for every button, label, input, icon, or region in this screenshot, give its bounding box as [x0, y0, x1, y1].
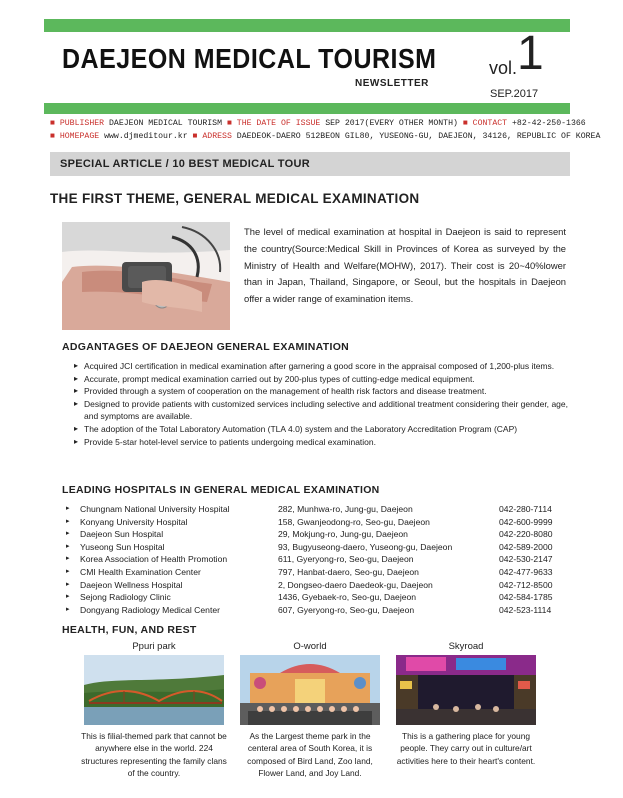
bullet-icon: ▸ — [66, 555, 70, 563]
newsletter-title: DAEJEON MEDICAL TOURISM — [62, 44, 437, 75]
advantages-heading: ADGANTAGES OF DAEJEON GENERAL EXAMINATION — [62, 341, 350, 353]
address-label: ADRESS — [202, 132, 232, 141]
contact-value: +82-42-250-1366 — [512, 119, 586, 128]
hospitals-table — [66, 504, 566, 617]
table-row: ▸ Yuseong Sun Hospital 93, Bugyuseong-daero, Yuseong-gu, Daejeon 042-589-2000 — [66, 541, 553, 552]
top-green-bar — [44, 19, 570, 32]
bullet-icon: ▸ — [66, 580, 70, 588]
advantages-list — [74, 360, 568, 448]
table-row: ▸ Chungnam National University Hospital 282, Munhwa-ro, Jung-gu, Daejeon 042-280-7114 — [66, 504, 552, 514]
place-title-o-world: O-world — [293, 641, 327, 652]
intro-paragraph: The level of medical examination at hospital in Daejeon is said to represent the country(Source:Medical Skill in Provinces of Korea as surveyed by the Ministry of Health and Welfare(MOHW), 2017). Their cost is 20~40%lower than in Japan, Thailand, Singapore, or Seoul, but the hospitals in Daejeon offer a wider range of examination items. — [244, 226, 566, 305]
place-title-skyroad: Skyroad — [448, 641, 484, 652]
skyroad-photo — [396, 655, 536, 725]
table-row: ▸ Korea Association of Health Promotion 611, Gyeryong-ro, Seo-gu, Daejeon 042-530-2147 — [66, 554, 553, 565]
table-row: ▸ CMI Health Examination Center 797, Hanbat-daero, Seo-gu, Daejeon 042-477-9633 — [66, 566, 553, 577]
place-title-ppuri-park: Ppuri park — [132, 641, 176, 652]
issue-date-label: THE DATE OF ISSUE — [236, 119, 321, 128]
publication-info-line-1: ■ PUBLISHER DAEJEON MEDICAL TOURISM ■ THE DATE OF ISSUE SEP 2017(EVERY OTHER MONTH) ■ CONTACT +82-42-250-1366 — [50, 119, 586, 128]
publisher-value: DAEJEON MEDICAL TOURISM — [109, 119, 223, 128]
table-row: ▸ Daejeon Wellness Hospital 2, Dongseo-daero Daedeok-gu, Daejeon 042-712-8500 — [66, 579, 553, 590]
table-row: ▸ Konyang University Hospital 158, Gwanjeodong-ro, Seo-gu, Daejeon 042-600-9999 — [66, 516, 553, 527]
hospitals-heading: LEADING HOSPITALS IN GENERAL MEDICAL EXAMINATION — [62, 484, 380, 496]
ppuri-park-caption: This is filial-themed park that cannot be anywhere else in the world. 224 structures representing the family clans of the country. — [81, 731, 227, 779]
bullet-icon: ▸ — [66, 517, 70, 525]
bullet-icon: ▸ — [66, 605, 70, 613]
o-world-photo — [240, 655, 380, 725]
rest-heading: HEALTH, FUN, AND REST — [62, 624, 197, 636]
address-value: DAEDEOK-DAERO 512BEON GIL80, YUSEONG-GU, DAEJEON, 34126, REPUBLIC OF KOREA — [236, 132, 601, 141]
newsletter-subtitle: NEWSLETTER — [355, 78, 429, 89]
volume-number: 1 — [517, 27, 544, 80]
issue-date: SEP.2017 — [490, 88, 539, 100]
special-article-label: SPECIAL ARTICLE / 10 BEST MEDICAL TOUR — [60, 158, 310, 170]
publication-info-line-2: ■ HOMEPAGE www.djmeditour.kr ■ ADRESS DAEDEOK-DAERO 512BEON GIL80, YUSEONG-GU, DAEJEON, 34126, REPUBLIC OF KOREA — [50, 132, 601, 141]
publisher-label: PUBLISHER — [59, 119, 105, 128]
theme-title: THE FIRST THEME, GENERAL MEDICAL EXAMINATION — [50, 191, 420, 206]
table-row: ▸ Sejong Radiology Clinic 1436, Gyebaek-ro, Seo-gu, Daejeon 042-584-1785 — [66, 592, 553, 603]
list-item: ▸ Provide 5-star hotel-level service to patients undergoing medical examination. — [74, 436, 568, 449]
issue-date-value: SEP 2017(EVERY OTHER MONTH) — [325, 119, 458, 128]
bullet-icon: ▸ — [66, 530, 70, 538]
list-item: ▸ The adoption of the Total Laboratory Automation (TLA 4.0) system and the Laboratory Accreditation Program (CAP) — [74, 423, 568, 436]
homepage-label: HOMEPAGE — [59, 132, 100, 141]
o-world-caption: As the Largest theme park in the centeral area of South Korea, it is composed of Bird Land, Zoo land, Flower Land, and Joy Land. — [247, 731, 373, 779]
table-row: ▸ Dongyang Radiology Medical Center 607, Gyeryong-ro, Seo-gu, Daejeon 042-523-1114 — [66, 604, 552, 615]
table-row: ▸ Daejeon Sun Hospital 29, Mokjung-ro, Jung-gu, Daejeon 042-220-8080 — [66, 529, 553, 540]
list-item: ▸ Accurate, prompt medical examination carried out by 200-plus types of cutting-edge medical equipment. — [74, 373, 568, 386]
volume-label: vol. — [489, 58, 518, 78]
skyroad-caption: This is a gathering place for young people. They carry out in culture/art activities here to their heart's content. — [396, 731, 536, 766]
bullet-icon: ▸ — [66, 593, 70, 601]
bullet-icon: ▸ — [66, 567, 70, 575]
list-item: ▸ Acquired JCI certification in medical examination after garnering a good score in the appraisal composed of 1,200-plus items. — [74, 360, 568, 373]
ppuri-park-photo — [84, 655, 224, 725]
homepage-link[interactable]: www.djmeditour.kr — [104, 132, 188, 141]
bullet-icon: ▸ — [66, 542, 70, 550]
blood-pressure-photo — [62, 222, 230, 330]
bullet-icon: ▸ — [66, 505, 70, 512]
list-item: ▸ Designed to provide patients with customized services including selective and additional treatment considering their gender, age, and symptoms are available. — [74, 398, 568, 423]
contact-label: CONTACT — [472, 119, 508, 128]
header-green-bar — [44, 103, 570, 114]
list-item: ▸ Provided through a system of cooperation on the management of health risk factors and disease treatment. — [74, 385, 568, 398]
